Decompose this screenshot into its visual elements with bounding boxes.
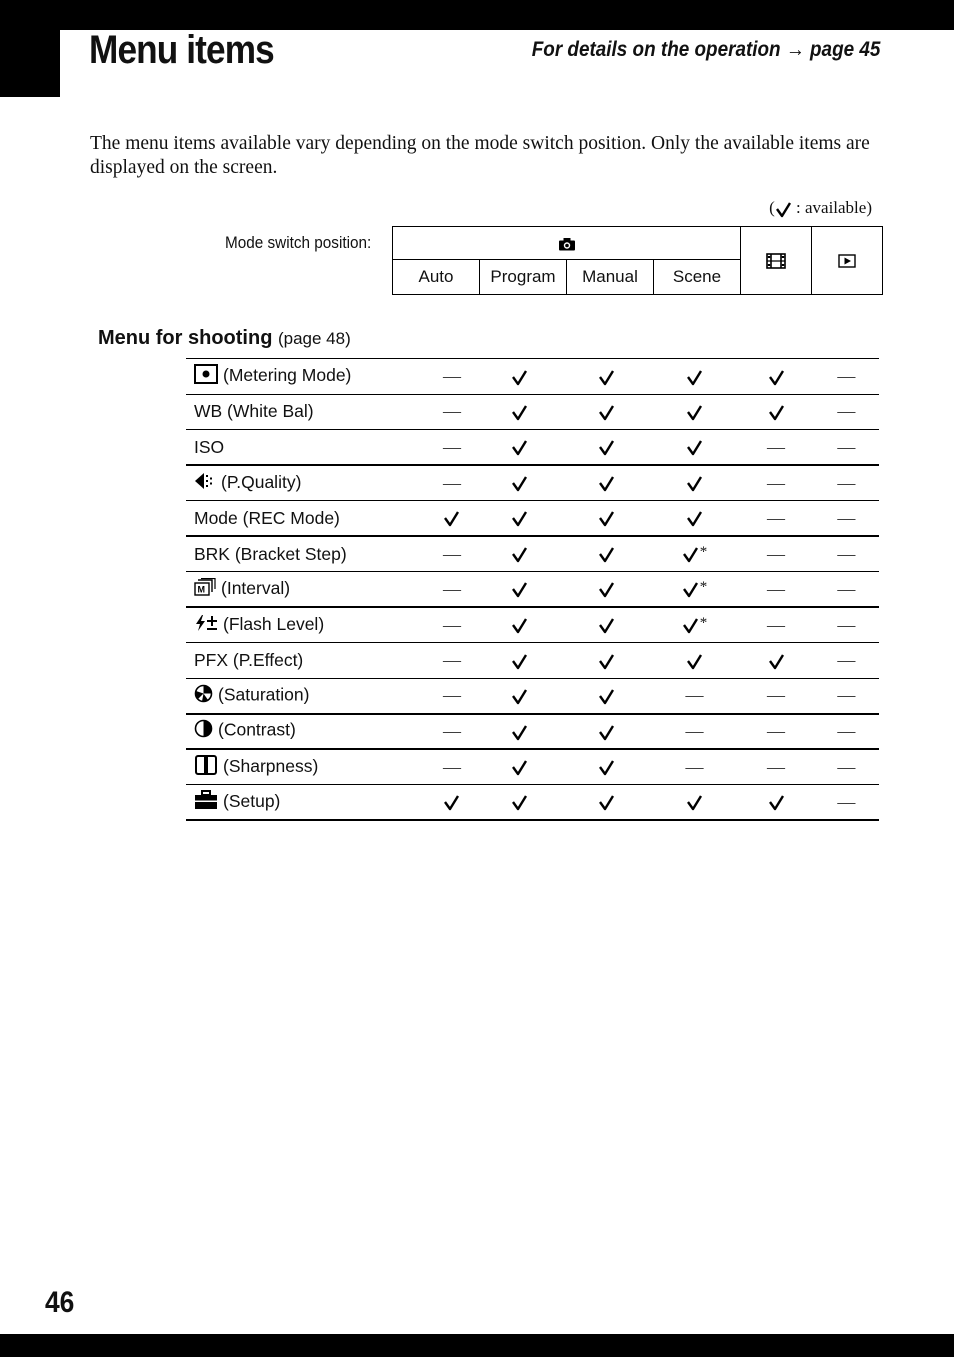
metering-icon: [194, 364, 218, 389]
availability-cell: [738, 643, 813, 679]
menu-row: [186, 607, 879, 643]
availability-cell: [651, 359, 739, 395]
unavailable-dash: —: [767, 507, 786, 528]
check-icon: [443, 794, 460, 811]
menu-item-name: [186, 501, 429, 537]
unavailable-dash: —: [837, 614, 856, 635]
unavailable-dash: —: [767, 436, 786, 457]
unavailable-dash: —: [837, 472, 856, 493]
legend-text: : available): [791, 198, 872, 217]
availability-legend: [769, 198, 872, 218]
availability-cell: [738, 430, 813, 466]
availability-cell: [563, 785, 651, 821]
playback-icon: [838, 254, 856, 268]
availability-cell: [563, 394, 651, 430]
check-icon: [686, 510, 703, 527]
footnote-asterisk: *: [699, 578, 708, 595]
menu-item-label: WB (White Bal): [194, 401, 314, 422]
unavailable-dash: —: [837, 791, 856, 812]
menu-item-name: [186, 607, 429, 643]
menu-item-label: BRK (Bracket Step): [194, 543, 347, 564]
check-icon: [598, 688, 615, 705]
availability-cell: [814, 785, 879, 821]
menu-row: [186, 572, 879, 608]
availability-cell: [475, 430, 563, 466]
top-bar: [0, 0, 954, 30]
availability-cell: [475, 607, 563, 643]
availability-cell: [814, 714, 879, 750]
interval-icon: [194, 578, 216, 601]
menu-row: [186, 465, 879, 501]
menu-item-label: (Flash Level): [223, 613, 325, 634]
menu-row: [186, 394, 879, 430]
footnote-asterisk: *: [699, 614, 708, 631]
svg-text:M: M: [197, 584, 205, 594]
section-heading: [98, 327, 351, 350]
availability-cell: [429, 572, 476, 608]
availability-cell: [651, 465, 739, 501]
check-icon: [443, 510, 460, 527]
availability-cell: [563, 714, 651, 750]
availability-cell: [651, 394, 739, 430]
check-icon: [768, 404, 785, 421]
intro-paragraph: The menu items available vary depending on the mode switch position. Only the available items are displayed on the screen.: [90, 133, 870, 178]
availability-cell: [563, 643, 651, 679]
availability-cell: [563, 749, 651, 785]
check-icon: [511, 546, 528, 563]
page-title: Menu items: [89, 28, 274, 72]
check-icon: [511, 439, 528, 456]
setup-icon: [194, 790, 218, 815]
availability-cell: [429, 536, 476, 572]
unavailable-dash: —: [442, 365, 461, 386]
availability-cell: [475, 714, 563, 750]
availability-cell: [738, 785, 813, 821]
availability-cell: [429, 394, 476, 430]
availability-cell: [475, 359, 563, 395]
check-icon: [511, 688, 528, 705]
menu-row: [186, 501, 879, 537]
unavailable-dash: —: [685, 720, 704, 741]
unavailable-dash: —: [837, 685, 856, 705]
check-icon: [511, 510, 528, 527]
unavailable-dash: —: [837, 401, 856, 422]
chapter-tab: [0, 30, 60, 97]
availability-cell: [738, 714, 813, 750]
check-icon: [511, 724, 528, 741]
unavailable-dash: —: [442, 756, 461, 777]
availability-cell: [429, 607, 476, 643]
menu-item-label: (Saturation): [218, 684, 310, 705]
playback-mode-cell: [812, 227, 883, 295]
check-icon: [682, 581, 699, 598]
availability-cell: [429, 501, 476, 537]
availability-cell: [563, 359, 651, 395]
check-icon: [768, 794, 785, 811]
mode-program: Program: [480, 260, 567, 295]
mode-auto: Auto: [393, 260, 480, 295]
menu-item-name: [186, 465, 429, 501]
menu-item-name: [186, 572, 429, 608]
availability-cell: [814, 430, 879, 466]
menu-item-name: [186, 359, 429, 395]
check-icon: [511, 404, 528, 421]
unavailable-dash: —: [837, 649, 856, 670]
menu-item-label: ISO: [194, 436, 225, 457]
check-icon: [598, 546, 615, 563]
unavailable-dash: —: [442, 578, 461, 599]
unavailable-dash: —: [442, 685, 461, 705]
check-icon: [511, 617, 528, 634]
check-icon: [686, 369, 703, 386]
check-icon: [598, 759, 615, 776]
availability-cell: [738, 607, 813, 643]
menu-item-name: [186, 714, 429, 750]
availability-cell: [563, 678, 651, 714]
availability-cell: [651, 785, 739, 821]
check-icon: [598, 617, 615, 634]
availability-cell: [429, 749, 476, 785]
availability-cell: [475, 749, 563, 785]
availability-cell: [429, 465, 476, 501]
saturation-icon: [194, 684, 213, 708]
check-icon: [686, 475, 703, 492]
check-icon: [598, 653, 615, 670]
unavailable-dash: —: [837, 436, 856, 457]
menu-row: [186, 536, 879, 572]
check-icon: [511, 581, 528, 598]
check-icon: [598, 404, 615, 421]
unavailable-dash: —: [837, 507, 856, 528]
unavailable-dash: —: [442, 614, 461, 635]
menu-item-label: PFX (P.Effect): [194, 649, 304, 670]
mode-manual: Manual: [567, 260, 654, 295]
availability-cell: [738, 678, 813, 714]
unavailable-dash: —: [442, 720, 461, 741]
check-icon: [768, 653, 785, 670]
availability-cell: [814, 394, 879, 430]
menu-item-name: [186, 430, 429, 466]
check-icon: [768, 369, 785, 386]
page-number: 46: [45, 1286, 75, 1319]
unavailable-dash: —: [442, 543, 461, 564]
check-icon: [598, 510, 615, 527]
unavailable-dash: —: [767, 685, 786, 705]
menu-item-name: [186, 536, 429, 572]
operation-crossref: For details on the operation → page 45: [531, 38, 880, 61]
availability-cell: [814, 572, 879, 608]
menu-row: [186, 785, 879, 821]
availability-cell: [475, 465, 563, 501]
check-icon: [598, 794, 615, 811]
availability-cell: [475, 394, 563, 430]
menu-row: [186, 678, 879, 714]
menu-row: [186, 643, 879, 679]
contrast-icon: [194, 719, 213, 743]
availability-cell: [651, 501, 739, 537]
unavailable-dash: —: [837, 578, 856, 599]
check-icon: [511, 369, 528, 386]
availability-cell: [814, 359, 879, 395]
unavailable-dash: —: [442, 401, 461, 422]
availability-cell: [814, 607, 879, 643]
sharpness-icon: [194, 755, 218, 780]
availability-cell: [814, 465, 879, 501]
camera-icon: [558, 237, 576, 251]
unavailable-dash: —: [767, 720, 786, 741]
mode-switch-table: [392, 226, 883, 295]
availability-cell: [651, 714, 739, 750]
availability-cell: [814, 501, 879, 537]
availability-cell: [563, 430, 651, 466]
unavailable-dash: —: [685, 756, 704, 777]
availability-cell: [738, 359, 813, 395]
unavailable-dash: —: [837, 720, 856, 741]
check-icon: [598, 724, 615, 741]
availability-cell: [563, 536, 651, 572]
shooting-menu-table: [186, 358, 879, 821]
availability-cell: [738, 749, 813, 785]
menu-row: [186, 430, 879, 466]
menu-item-name: [186, 678, 429, 714]
availability-cell: [563, 572, 651, 608]
availability-cell: [563, 607, 651, 643]
availability-cell: [651, 643, 739, 679]
availability-cell: [429, 678, 476, 714]
menu-item-label: (Interval): [221, 577, 291, 598]
availability-cell: [651, 749, 739, 785]
availability-cell: [563, 465, 651, 501]
unavailable-dash: —: [442, 472, 461, 493]
unavailable-dash: —: [767, 756, 786, 777]
availability-cell: [738, 394, 813, 430]
menu-row: [186, 749, 879, 785]
availability-cell: [814, 536, 879, 572]
check-icon: [511, 475, 528, 492]
availability-cell: [651, 430, 739, 466]
menu-item-name: [186, 394, 429, 430]
availability-cell: [814, 643, 879, 679]
check-icon: [775, 201, 792, 218]
check-icon: [682, 546, 699, 563]
check-icon: [598, 581, 615, 598]
availability-cell: [651, 536, 739, 572]
menu-item-name: [186, 643, 429, 679]
menu-item-name: [186, 749, 429, 785]
menu-item-label: (Contrast): [218, 719, 296, 740]
availability-cell: [475, 785, 563, 821]
availability-cell: [814, 749, 879, 785]
menu-item-name: [186, 785, 429, 821]
check-icon: [598, 439, 615, 456]
availability-cell: [738, 536, 813, 572]
check-icon: [598, 369, 615, 386]
check-icon: [511, 653, 528, 670]
mode-switch-label: Mode switch position:: [225, 233, 372, 252]
unavailable-dash: —: [767, 614, 786, 635]
availability-cell: [429, 714, 476, 750]
menu-item-label: (Sharpness): [223, 755, 319, 776]
availability-cell: [429, 430, 476, 466]
availability-cell: [475, 643, 563, 679]
menu-row: [186, 359, 879, 395]
check-icon: [682, 617, 699, 634]
menu-row: [186, 714, 879, 750]
check-icon: [686, 794, 703, 811]
menu-item-label: Mode (REC Mode): [194, 507, 340, 528]
availability-cell: [429, 785, 476, 821]
unavailable-dash: —: [837, 756, 856, 777]
unavailable-dash: —: [837, 543, 856, 564]
unavailable-dash: —: [767, 543, 786, 564]
check-icon: [686, 404, 703, 421]
still-camera-header: [393, 227, 741, 260]
availability-cell: [738, 465, 813, 501]
availability-cell: [429, 359, 476, 395]
bottom-bar: [0, 1334, 954, 1357]
check-icon: [511, 759, 528, 776]
section-title: Menu for shooting: [98, 327, 273, 349]
availability-cell: [475, 678, 563, 714]
check-icon: [686, 439, 703, 456]
section-page-ref: (page 48): [277, 329, 351, 348]
check-icon: [686, 653, 703, 670]
availability-cell: [814, 678, 879, 714]
unavailable-dash: —: [442, 649, 461, 670]
availability-cell: [563, 501, 651, 537]
legend-open-paren: (: [769, 198, 775, 217]
menu-item-label: (Setup): [223, 790, 281, 811]
unavailable-dash: —: [685, 685, 704, 705]
footnote-asterisk: *: [699, 543, 708, 560]
unavailable-dash: —: [837, 365, 856, 386]
availability-cell: [738, 572, 813, 608]
check-icon: [598, 475, 615, 492]
unavailable-dash: —: [767, 578, 786, 599]
quality-icon: [194, 472, 216, 495]
menu-item-label: (Metering Mode): [223, 364, 352, 385]
unavailable-dash: —: [442, 436, 461, 457]
availability-cell: [475, 501, 563, 537]
mode-scene: Scene: [654, 260, 741, 295]
unavailable-dash: —: [767, 472, 786, 493]
availability-cell: [429, 643, 476, 679]
availability-cell: [651, 678, 739, 714]
availability-cell: [475, 572, 563, 608]
availability-cell: [475, 536, 563, 572]
check-icon: [511, 794, 528, 811]
menu-item-label: (P.Quality): [221, 471, 302, 492]
flash-level-icon: [194, 614, 218, 637]
movie-mode-cell: [741, 227, 812, 295]
availability-cell: [651, 572, 739, 608]
availability-cell: [738, 501, 813, 537]
availability-cell: [651, 607, 739, 643]
movie-icon: [766, 253, 786, 269]
